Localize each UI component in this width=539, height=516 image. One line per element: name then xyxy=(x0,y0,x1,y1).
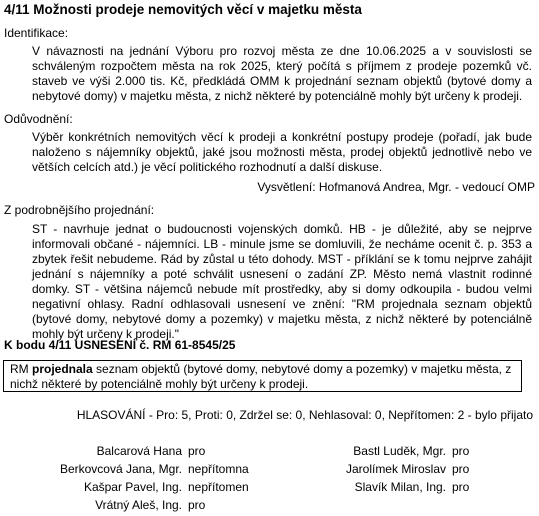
voter-vote: nepřítomen xyxy=(188,480,249,494)
vote-summary: HLASOVÁNÍ - Pro: 5, Proti: 0, Zdržel se: 0, Nehlasoval: 0, Nepřítomen: 2 - bylo přijato xyxy=(76,408,533,422)
identification-text: V návaznosti na jednání Výboru pro rozvoj města ze dne 10.06.2025 a v souvislosti se schváleným rozpočtem města na rok 2025, který počítá s příjmem z prodeje pozemků vč. staveb ve výši 2.000 tis. Kč, předkládá OMM k projednání seznam objektů (bytové domy a nebytové domy) v majetku města, z nichž některé by potenciálně mohly být určeny k prodeji. xyxy=(32,44,532,103)
voter-name: Kašpar Pavel, Ing. xyxy=(83,480,182,494)
voter-vote: pro xyxy=(452,444,470,458)
voter-name: Vrátný Aleš, Ing. xyxy=(95,498,182,512)
resolution-text: seznam objektů (bytové domy, nebytové domy a pozemky) v majetku města, z nichž některé by potenciálně mohly být určeny k prodeji. xyxy=(10,362,512,391)
resolution-title: K bodu 4/11 USNESENÍ č. RM 61-8545/25 xyxy=(4,338,236,352)
discussion-text: ST - navrhuje jednat o budoucnosti vojenských domků. HB - je důležité, aby se nejprve informovali občané - nájemníci. LB - minule jsme se domluvili, že necháme ocenit č. p. 353 a zbytek řešit nebudeme. Rád by zůstal u této dohody. MST - příklání se k tomu nejprve zahájit jednání s nájemníky a poté schválit usnesení o zadání ZP. Město nemá vlastnit rodinné domky. ST - většina nájemců nebude mít prostředky, aby si domy odkoupila - budou velmi negativní ohlasy. Radní odhlasovali usnesení ve znění: "RM projednala seznam objektů (bytové domy, nebytové domy a pozemky) v majetku města, z nichž některé by potenciálně mohly být určeny k prodeji." xyxy=(32,222,532,341)
voter-name: Jarolímek Miroslav xyxy=(345,462,446,476)
voter-vote: pro xyxy=(452,462,470,476)
explained-by: Vysvětlení: Hofmanová Andrea, Mgr. - vedoucí OMP xyxy=(257,180,535,194)
voter-name: Bastl Luděk, Mgr. xyxy=(353,444,446,458)
resolution-box xyxy=(3,360,522,392)
voter-vote: pro xyxy=(188,444,206,458)
item-heading: 4/11 Možnosti prodeje nemovitých věcí v majetku města xyxy=(4,2,362,17)
justification-text: Výběr konkrétních nemovitých věcí k prodeji a konkrétní postupy prodeje (pořadí, jak bude naloženo s nájemníky objektů, jaké jsou možnosti města, prodej objektů jednotlivě nebo ve větších celcích atd.) je věcí politického rozhodnutí a další diskuse. xyxy=(32,130,532,174)
identification-label: Identifikace: xyxy=(4,26,69,40)
discussion-label: Z podrobnějšího projednání: xyxy=(4,203,155,217)
voter-name: Balcarová Hana xyxy=(96,444,182,458)
justification-label: Odůvodnění: xyxy=(4,112,73,126)
resolution-prefix: RM xyxy=(10,362,32,376)
voter-vote: pro xyxy=(452,480,470,494)
voter-vote: pro xyxy=(188,498,206,512)
voter-vote: nepřítomna xyxy=(188,462,249,476)
voter-name: Slavík Milan, Ing. xyxy=(354,480,446,494)
voter-name: Berkovcová Jana, Mgr. xyxy=(59,462,182,476)
resolution-verb: projednala xyxy=(32,362,93,376)
